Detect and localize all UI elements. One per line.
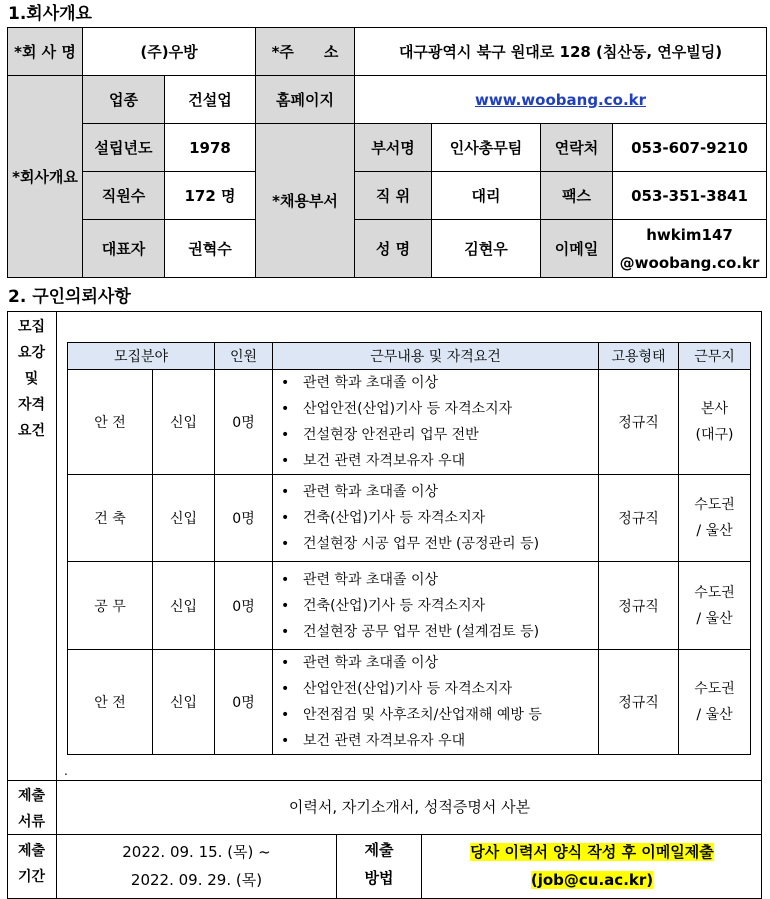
founded-label: 설립년도 — [83, 124, 165, 172]
ceo-label: 대표자 — [83, 220, 165, 278]
header-employment: 고용형태 — [599, 343, 679, 370]
field: 건 축 — [68, 475, 153, 562]
headcount: 0명 — [215, 562, 273, 650]
duty-item: • 보건 관련 자격보유자 우대 — [281, 448, 598, 474]
duty-item: • 산업안전(산업)기사 등 자격소지자 — [281, 396, 598, 422]
hiring-dept-label: *채용부서 — [256, 124, 355, 278]
fax: 053-351-3841 — [613, 172, 767, 220]
duty-item: • 건축(산업)기사 등 자격소지자 — [281, 505, 598, 531]
headcount: 0명 — [215, 650, 273, 755]
header-duties: 근무내용 및 자격요건 — [273, 343, 599, 370]
duty-item: • 보건 관련 자격보유자 우대 — [281, 728, 598, 754]
company-name-label: *회 사 명 — [8, 28, 83, 76]
duty-item: • 안전점검 및 사후조치/산업재해 예방 등 — [281, 702, 598, 728]
method-email[interactable]: (job@cu.ac.kr) — [530, 871, 654, 889]
industry: 건설업 — [165, 76, 256, 124]
company-overview-table — [7, 27, 767, 278]
employment-type: 정규직 — [599, 475, 679, 562]
address: 대구광역시 북구 원대로 128 (침산동, 연우빌딩) — [355, 28, 767, 76]
stray-dot: . — [64, 764, 68, 778]
work-location: 본사 (대구) — [679, 370, 751, 475]
duties — [273, 650, 599, 755]
duty-item: • 관련 학과 초대졸 이상 — [281, 370, 598, 396]
hire-type: 신입 — [153, 650, 215, 755]
hire-type: 신입 — [153, 370, 215, 475]
header-count: 인원 — [215, 343, 273, 370]
homepage-link[interactable]: www.woobang.co.kr — [475, 90, 647, 109]
employment-type: 정규직 — [599, 562, 679, 650]
header-location: 근무지 — [679, 343, 751, 370]
required-documents: 이력서, 자기소개서, 성적증명서 사본 — [288, 798, 531, 816]
position: 대리 — [432, 172, 541, 220]
recruitment-table — [67, 342, 751, 755]
employees: 172 명 — [165, 172, 256, 220]
homepage-cell — [355, 76, 767, 124]
email-line1: hwkim147 — [646, 225, 733, 244]
dept: 인사총무팀 — [432, 124, 541, 172]
duty-item: • 건축(산업)기사 등 자격소지자 — [281, 593, 598, 619]
homepage-label: 홈페이지 — [256, 76, 355, 124]
headcount: 0명 — [215, 475, 273, 562]
submission-period: 2022. 09. 15. (목) ~ 2022. 09. 29. (목) — [122, 843, 271, 889]
table-row — [68, 562, 751, 650]
work-location: 수도권 / 울산 — [679, 562, 751, 650]
duty-item: • 관련 학과 초대졸 이상 — [281, 650, 598, 676]
duty-item: • 관련 학과 초대졸 이상 — [281, 567, 598, 593]
table-row — [68, 370, 751, 475]
duty-item: • 산업안전(산업)기사 등 자격소지자 — [281, 676, 598, 702]
address-label: *주 소 — [256, 28, 355, 76]
field: 안 전 — [68, 370, 153, 475]
company-name: (주)우방 — [83, 28, 256, 76]
founded: 1978 — [165, 124, 256, 172]
duty-item: • 건설현장 시공 업무 전반 (공정관리 등) — [281, 531, 598, 557]
header-field: 모집분야 — [68, 343, 215, 370]
email-cell — [613, 220, 767, 278]
field: 안 전 — [68, 650, 153, 755]
industry-label: 업종 — [83, 76, 165, 124]
hire-type: 신입 — [153, 562, 215, 650]
duties — [273, 370, 599, 475]
employment-type: 정규직 — [599, 650, 679, 755]
employees-label: 직원수 — [83, 172, 165, 220]
duties — [273, 562, 599, 650]
section1-heading: 1.회사개요 — [8, 4, 92, 24]
table-row — [68, 475, 751, 562]
phone: 053-607-9210 — [613, 124, 767, 172]
duties — [273, 475, 599, 562]
duty-item: • 건설현장 공무 업무 전반 (설계검토 등) — [281, 619, 598, 645]
submission-method — [422, 838, 762, 894]
dept-label: 부서명 — [355, 124, 432, 172]
method-label: 제출 방법 — [364, 841, 394, 887]
method-line1: 당사 이력서 양식 작성 후 이메일제출 — [470, 843, 714, 861]
email-label: 이메일 — [541, 220, 613, 278]
employment-type: 정규직 — [599, 370, 679, 475]
name-label: 성 명 — [355, 220, 432, 278]
position-label: 직 위 — [355, 172, 432, 220]
ceo: 권혁수 — [165, 220, 256, 278]
field: 공 무 — [68, 562, 153, 650]
requirements-label: 모집 요강 및 자격 요건 — [17, 319, 46, 439]
duty-item: • 관련 학과 초대졸 이상 — [281, 479, 598, 505]
period-label: 제출 기간 — [17, 843, 46, 885]
headcount: 0명 — [215, 370, 273, 475]
overview-label: *회사개요 — [8, 76, 83, 278]
work-location: 수도권 / 울산 — [679, 650, 751, 755]
docs-label: 제출 서류 — [17, 788, 46, 830]
section2-heading: 2. 구인의뢰사항 — [8, 287, 131, 307]
email-line2: @woobang.co.kr — [619, 253, 760, 272]
phone-label: 연락처 — [541, 124, 613, 172]
row-divider — [7, 834, 762, 835]
row-divider — [7, 780, 762, 781]
table-row — [68, 650, 751, 755]
contact-name: 김현우 — [432, 220, 541, 278]
fax-label: 팩스 — [541, 172, 613, 220]
work-location: 수도권 / 울산 — [679, 475, 751, 562]
duty-item: • 건설현장 안전관리 업무 전반 — [281, 422, 598, 448]
hire-type: 신입 — [153, 475, 215, 562]
